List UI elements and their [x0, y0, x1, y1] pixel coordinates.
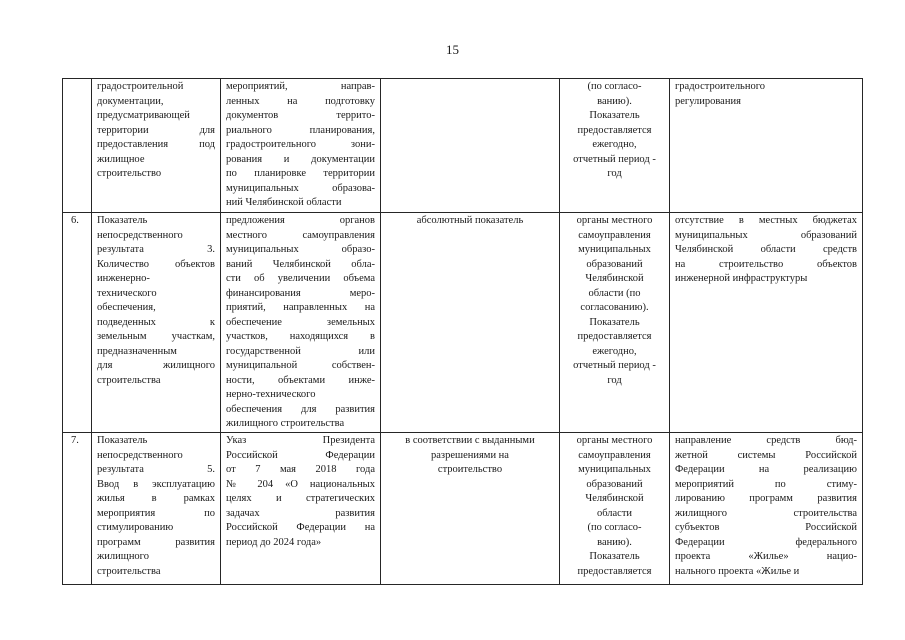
- cell-text-line: задачах развития: [226, 507, 375, 519]
- cell-text-line: градостроительного: [675, 81, 766, 92]
- cell-text-line: результата 3.: [97, 244, 215, 255]
- cell-text-line: жилищного: [97, 551, 149, 562]
- cell-text-line: Показатель: [589, 551, 640, 562]
- cell-text-line: мероприятий по стиму-: [675, 478, 857, 490]
- cell-text-line: отчетный период -: [573, 153, 656, 165]
- method-cell: [381, 433, 560, 585]
- cell-text-line: ванию).: [597, 95, 632, 107]
- cell-text-line: обеспечения для развития: [226, 403, 375, 415]
- cell-text-line: Количество объектов: [97, 258, 215, 270]
- cell-text-line: жилищного строительства: [675, 507, 857, 519]
- cell-text-line: предназначенным: [97, 345, 177, 357]
- table-row: [63, 213, 863, 433]
- cell-text-line: рования и документации: [226, 153, 375, 165]
- cell-text-line: (по согласо-: [587, 522, 642, 533]
- cell-text-line: документов террито-: [226, 110, 375, 121]
- cell-text-line: строительства: [97, 565, 161, 577]
- cell-text-line: предоставляется: [577, 124, 652, 136]
- cell-text-line: Российской Федерации на: [226, 522, 375, 533]
- cell-text-line: год: [607, 374, 622, 386]
- cell-text-line: ваний Челябинской обла-: [226, 258, 375, 270]
- cell-text-line: риального планирования,: [226, 124, 375, 136]
- cell-text-line: год: [607, 168, 622, 179]
- row-number-cell: 6.: [63, 213, 92, 433]
- cell-text-line: Показатель: [97, 215, 148, 226]
- cell-text-line: обеспечение земельных: [226, 316, 375, 328]
- cell-text-line: документации,: [97, 95, 164, 107]
- cell-text-line: период до 2024 года»: [226, 536, 322, 548]
- cell-text-line: территории для: [97, 124, 215, 136]
- cell-text-line: ежегодно,: [592, 345, 637, 357]
- cell-text-line: области: [596, 507, 633, 519]
- cell-text-line: жетной системы Российской: [675, 449, 857, 461]
- cell-text-line: по планировке территории: [226, 168, 375, 179]
- cell-text-line: Федерации на реализацию: [675, 464, 857, 475]
- cell-text-line: участков, находящихся в: [226, 331, 375, 342]
- cell-text-line: образований: [586, 258, 643, 270]
- row-number-cell: 7.: [63, 433, 92, 585]
- cell-text-line: государственной или: [226, 345, 375, 357]
- cell-text-line: Показатель: [589, 316, 640, 328]
- cell-text-line: предоставления под: [97, 139, 215, 150]
- cell-text-line: нерно-технического: [226, 389, 316, 400]
- cell-text-line: ежегодно,: [592, 139, 637, 150]
- cell-text-line: градостроительной: [97, 81, 184, 92]
- method-cell: [381, 79, 560, 213]
- cell-text-line: стимулированию: [97, 522, 174, 533]
- cell-text-line: непосредственного: [97, 449, 183, 461]
- cell-text-line: подведенных к: [97, 316, 215, 328]
- cell-text-line: градостроительного зони-: [226, 139, 375, 150]
- cell-text-line: Показатель: [589, 110, 640, 121]
- indicator-name-cell: [92, 213, 221, 433]
- cell-text-line: Показатель: [97, 435, 148, 446]
- risk-factors-cell: [670, 213, 863, 433]
- source-cell: [221, 213, 381, 433]
- cell-text-line: (по согласо-: [587, 81, 642, 92]
- cell-text-line: программ развития: [97, 536, 215, 548]
- cell-text-line: Указ Президента: [226, 435, 375, 446]
- row-number-cell: [63, 79, 92, 213]
- risk-factors-cell: [670, 79, 863, 213]
- cell-text-line: финансирования меро-: [226, 287, 375, 299]
- cell-text-line: приятий, направленных на: [226, 302, 375, 313]
- cell-text-line: самоуправления: [578, 229, 651, 241]
- cell-text-line: в соответствии с выданными: [405, 435, 535, 446]
- cell-text-line: абсолютный показатель: [416, 215, 524, 226]
- cell-text-line: от 7 мая 2018 года: [226, 464, 375, 475]
- cell-text-line: отсутствие в местных бюджетах: [675, 215, 857, 226]
- cell-text-line: жилищного строительства: [226, 418, 345, 429]
- cell-text-line: органы местного: [576, 215, 653, 226]
- source-cell: [221, 433, 381, 585]
- cell-text-line: разрешениями на: [431, 449, 509, 461]
- cell-text-line: Челябинской: [585, 493, 644, 504]
- responsible-cell: [560, 433, 670, 585]
- cell-text-line: субъектов Российской: [675, 522, 857, 533]
- cell-text-line: нального проекта «Жилье и: [675, 565, 800, 577]
- cell-text-line: самоуправления: [578, 449, 651, 461]
- cell-text-line: № 204 «О национальных: [226, 478, 375, 490]
- cell-text-line: ний Челябинской области: [226, 197, 342, 208]
- cell-text-line: муниципальных образова-: [226, 182, 375, 194]
- cell-text-line: мероприятия по: [97, 507, 215, 519]
- cell-text-line: согласованию).: [580, 302, 649, 313]
- responsible-cell: [560, 213, 670, 433]
- cell-text-line: отчетный период -: [573, 360, 656, 371]
- cell-text-line: Ввод в эксплуатацию: [97, 478, 215, 490]
- cell-text-line: строительство: [437, 464, 503, 475]
- table-row: [63, 79, 863, 213]
- cell-text-line: предоставляется: [577, 565, 652, 577]
- cell-text-line: местного самоуправления: [226, 229, 375, 241]
- cell-text-line: результата 5.: [97, 464, 215, 475]
- method-cell: [381, 213, 560, 433]
- cell-text-line: ванию).: [597, 536, 632, 548]
- cell-text-line: технического: [97, 287, 157, 299]
- cell-text-line: обеспечения,: [97, 302, 156, 313]
- table-row: [63, 433, 863, 585]
- document-table: [62, 78, 863, 585]
- cell-text-line: Федерации федерального: [675, 536, 857, 548]
- cell-text-line: инженерной инфраструктуры: [675, 273, 808, 284]
- indicator-name-cell: [92, 79, 221, 213]
- source-cell: [221, 79, 381, 213]
- cell-text-line: на строительство объектов: [675, 258, 857, 270]
- cell-text-line: проекта «Жилье» нацио-: [675, 551, 857, 562]
- cell-text-line: для жилищного: [97, 360, 215, 371]
- cell-text-line: непосредственного: [97, 229, 183, 241]
- cell-text-line: предусматривающей: [97, 110, 190, 121]
- cell-text-line: ности, объектами инже-: [226, 374, 375, 386]
- cell-text-line: ленных на подготовку: [226, 95, 375, 107]
- cell-text-line: Российской Федерации: [226, 449, 375, 461]
- cell-text-line: строительства: [97, 374, 161, 386]
- cell-text-line: Челябинской области средств: [675, 244, 857, 255]
- cell-text-line: жилья в рамках: [97, 493, 215, 504]
- cell-text-line: муниципальной собствен-: [226, 360, 375, 371]
- page-number: 15: [446, 42, 459, 57]
- cell-text-line: целях и стратегических: [226, 493, 375, 504]
- cell-text-line: органы местного: [576, 435, 653, 446]
- cell-text-line: области (по: [588, 287, 641, 299]
- cell-text-line: земельным участкам,: [97, 331, 215, 342]
- cell-text-line: сти об увеличении объема: [226, 273, 375, 284]
- cell-text-line: мероприятий, направ-: [226, 81, 375, 92]
- cell-text-line: Челябинской: [585, 273, 644, 284]
- cell-text-line: предложения органов: [226, 215, 375, 226]
- cell-text-line: строительство: [97, 168, 162, 179]
- cell-text-line: лированию программ развития: [675, 493, 857, 504]
- cell-text-line: образований: [586, 478, 643, 490]
- cell-text-line: жилищное: [97, 153, 145, 165]
- cell-text-line: направление средств бюд-: [675, 435, 857, 446]
- cell-text-line: муниципальных образо-: [226, 244, 375, 255]
- cell-text-line: регулирования: [675, 95, 741, 107]
- responsible-cell: [560, 79, 670, 213]
- risk-factors-cell: [670, 433, 863, 585]
- cell-text-line: муниципальных образований: [675, 229, 857, 241]
- indicator-name-cell: [92, 433, 221, 585]
- cell-text-line: инженерно-: [97, 273, 150, 284]
- cell-text-line: муниципальных: [578, 464, 651, 475]
- cell-text-line: муниципальных: [578, 244, 651, 255]
- cell-text-line: предоставляется: [577, 331, 652, 342]
